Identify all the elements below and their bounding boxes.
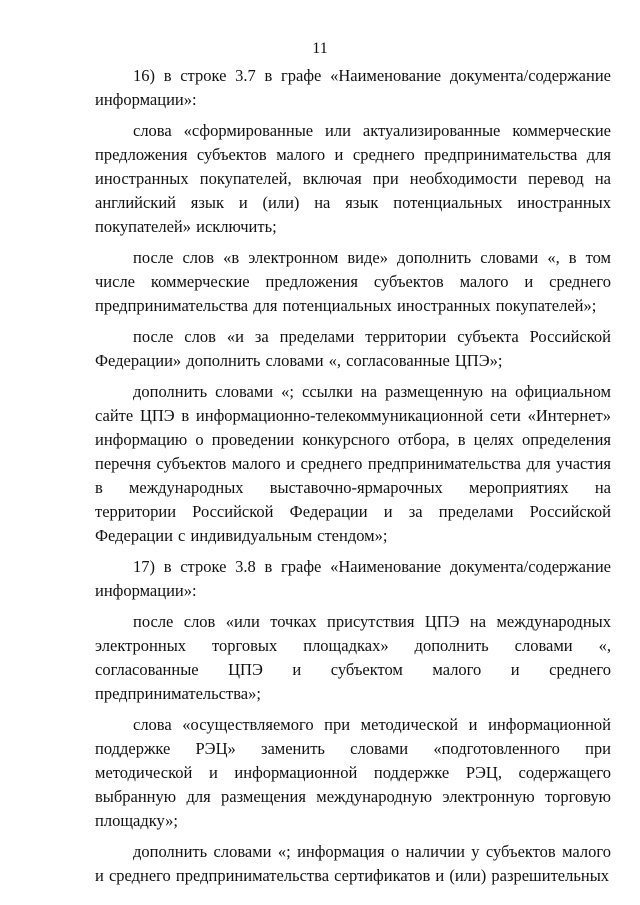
paragraph-certificates: дополнить словами «; информация о наличии у субъектов малого и среднего предпринимательства сертификатов и (или) разрешительных xyxy=(95,842,611,885)
paragraph-territory: после слов «и за пределами территории субъекта Российской Федерации» дополнить словами «, согласованные ЦПЭ»; xyxy=(95,327,611,370)
page-number: 11 xyxy=(312,40,328,57)
document-body xyxy=(95,64,611,895)
paragraph-electronic-form: после слов «в электронном виде» дополнить словами «, в том числе коммерческие предложения субъектов малого и среднего предпринимательства для потенциальных иностранных покупателей»; xyxy=(95,248,611,315)
paragraph-item-16: 16) в строке 3.7 в графе «Наименование документа/содержание информации»: xyxy=(95,66,611,109)
paragraph-links-cpe: дополнить словами «; ссылки на размещенную на официальном сайте ЦПЭ в информационно-телекоммуникационной сети «Интернет» информацию о проведении конкурсного отбора, в целях определения перечня субъектов малого и среднего предпринимательства для участия в международных выставочно-ярмарочных мероприятиях на территории Российской Федерации и за пределами Российской Федерации с индивидуальным стендом»; xyxy=(95,382,611,545)
paragraph-trading-platforms: после слов «или точках присутствия ЦПЭ на международных электронных торговых площадках» дополнить словами «, согласованные ЦПЭ и субъектом малого и среднего предпринимательства»; xyxy=(95,612,611,703)
paragraph-item-17: 17) в строке 3.8 в графе «Наименование документа/содержание информации»: xyxy=(95,557,611,600)
paragraph-exclude-words: слова «сформированные или актуализированные коммерческие предложения субъектов малого и среднего предпринимательства для иностранных покупателей, включая при необходимости перевод на английский язык и (или) на язык потенциальных иностранных покупателей» исключить; xyxy=(95,121,611,236)
paragraph-replace-words: слова «осуществляемого при методической и информационной поддержке РЭЦ» заменить словами «подготовленного при методической и информационной поддержке РЭЦ, содержащего выбранную для размещения международную электронную торговую площадку»; xyxy=(95,715,611,830)
